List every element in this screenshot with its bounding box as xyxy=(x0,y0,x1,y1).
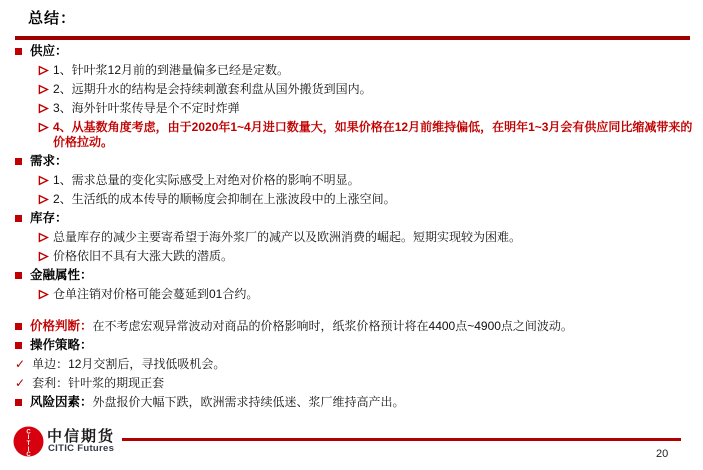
bullet-item xyxy=(15,319,695,334)
bullet-item xyxy=(15,395,695,410)
item-content xyxy=(53,249,233,264)
square-bullet-icon xyxy=(15,272,22,279)
logo-company-name-cn: 中信期货 xyxy=(47,428,116,445)
square-bullet-icon xyxy=(15,48,22,55)
logo-company-name-en: CITIC Futures xyxy=(48,443,115,454)
item-content xyxy=(30,395,405,410)
square-bullet-icon xyxy=(15,399,22,406)
item-content xyxy=(30,154,68,169)
item-text: 1、需求总量的变化实际感受上对绝对价格的影响不明显。 xyxy=(53,173,360,187)
item-content xyxy=(30,211,68,226)
item-text: 4、从基数角度考虑，由于2020年1~4月进口数量大，如果价格在12月前维持偏低，在明年1~3月会有供应同比缩减带来的价格拉动。 xyxy=(53,120,693,149)
bullet-item xyxy=(15,357,695,372)
svg-text:C: C xyxy=(26,429,31,436)
title-divider xyxy=(15,36,690,40)
item-text: 在不考虑宏观异常波动对商品的价格影响时，纸浆价格预计将在4400点~4900点之间波动。 xyxy=(92,319,573,333)
item-text: 套利：针叶浆的期现正套 xyxy=(32,376,165,390)
svg-text:C: C xyxy=(26,452,31,457)
item-content xyxy=(32,376,164,391)
item-text: 3、海外针叶浆传导是个不定时炸弹 xyxy=(53,101,240,115)
item-label: 操作策略： xyxy=(30,338,93,352)
square-bullet-icon xyxy=(15,215,22,222)
item-text: 总量库存的减少主要寄希望于海外浆厂的减产以及欧洲消费的崛起。短期实现较为困难。 xyxy=(53,230,522,244)
item-content xyxy=(53,120,695,150)
section-header xyxy=(15,338,695,353)
arrow-bullet-icon xyxy=(38,194,49,205)
item-label: 库存： xyxy=(30,211,68,225)
item-text: 1、针叶浆12月前的到港量偏多已经是定数。 xyxy=(53,63,290,77)
bullet-item xyxy=(38,287,695,302)
item-text: 单边：12月交割后，寻找低吸机会。 xyxy=(32,357,226,371)
item-text: 2、生活纸的成本传导的顺畅度会抑制在上涨波段中的上涨空间。 xyxy=(53,192,396,206)
bullet-item xyxy=(38,192,695,207)
content xyxy=(15,44,695,414)
item-content xyxy=(32,357,225,372)
bullet-item xyxy=(38,101,695,116)
item-label: 金融属性： xyxy=(30,268,93,282)
item-label: 供应： xyxy=(30,44,68,58)
bullet-item xyxy=(38,173,695,188)
item-content xyxy=(30,268,93,283)
section-header xyxy=(15,154,695,169)
section-header xyxy=(15,211,695,226)
item-content xyxy=(30,338,93,353)
item-content xyxy=(30,44,68,59)
arrow-bullet-icon xyxy=(38,175,49,186)
arrow-bullet-icon xyxy=(38,65,49,76)
check-bullet-icon: ✓ xyxy=(15,357,26,371)
item-content xyxy=(53,287,258,302)
item-content xyxy=(53,192,396,207)
square-bullet-icon xyxy=(15,342,22,349)
bullet-item xyxy=(38,230,695,245)
arrow-bullet-icon xyxy=(38,122,49,133)
citic-logo-icon xyxy=(13,426,44,462)
item-content xyxy=(30,319,573,334)
arrow-bullet-icon xyxy=(38,232,49,243)
arrow-bullet-icon xyxy=(38,103,49,114)
item-label: 需求： xyxy=(30,154,68,168)
section-header xyxy=(15,44,695,59)
item-text: 外盘报价大幅下跌，欧洲需求持续低迷、浆厂维持高产出。 xyxy=(92,395,405,409)
item-label: 价格判断： xyxy=(30,319,93,333)
item-text: 仓单注销对价格可能会蔓延到01合约。 xyxy=(53,287,259,301)
arrow-bullet-icon xyxy=(38,251,49,262)
square-bullet-icon xyxy=(15,158,22,165)
section-header xyxy=(15,268,695,283)
item-content xyxy=(53,63,289,78)
check-bullet-icon: ✓ xyxy=(15,376,26,390)
item-label: 风险因素： xyxy=(30,395,93,409)
bullet-item xyxy=(38,249,695,264)
bullet-item xyxy=(38,63,695,78)
arrow-bullet-icon xyxy=(38,289,49,300)
bullet-item xyxy=(38,82,695,97)
item-text: 价格依旧不具有大涨大跌的潜质。 xyxy=(53,249,234,263)
svg-text:I: I xyxy=(27,435,30,442)
item-content xyxy=(53,82,372,97)
item-text: 2、远期升水的结构是会持续刺激套利盘从国外搬货到国内。 xyxy=(53,82,372,96)
svg-text:I: I xyxy=(27,446,30,453)
svg-text:T: T xyxy=(26,441,31,447)
bullet-item xyxy=(38,120,695,150)
item-content xyxy=(53,173,360,188)
item-content xyxy=(53,230,521,245)
page-title: 总结： xyxy=(28,10,77,27)
page-number: 20 xyxy=(656,448,669,460)
bullet-item xyxy=(15,376,695,391)
arrow-bullet-icon xyxy=(38,84,49,95)
item-content xyxy=(53,101,240,116)
footer-divider xyxy=(122,438,681,441)
square-bullet-icon xyxy=(15,323,22,330)
